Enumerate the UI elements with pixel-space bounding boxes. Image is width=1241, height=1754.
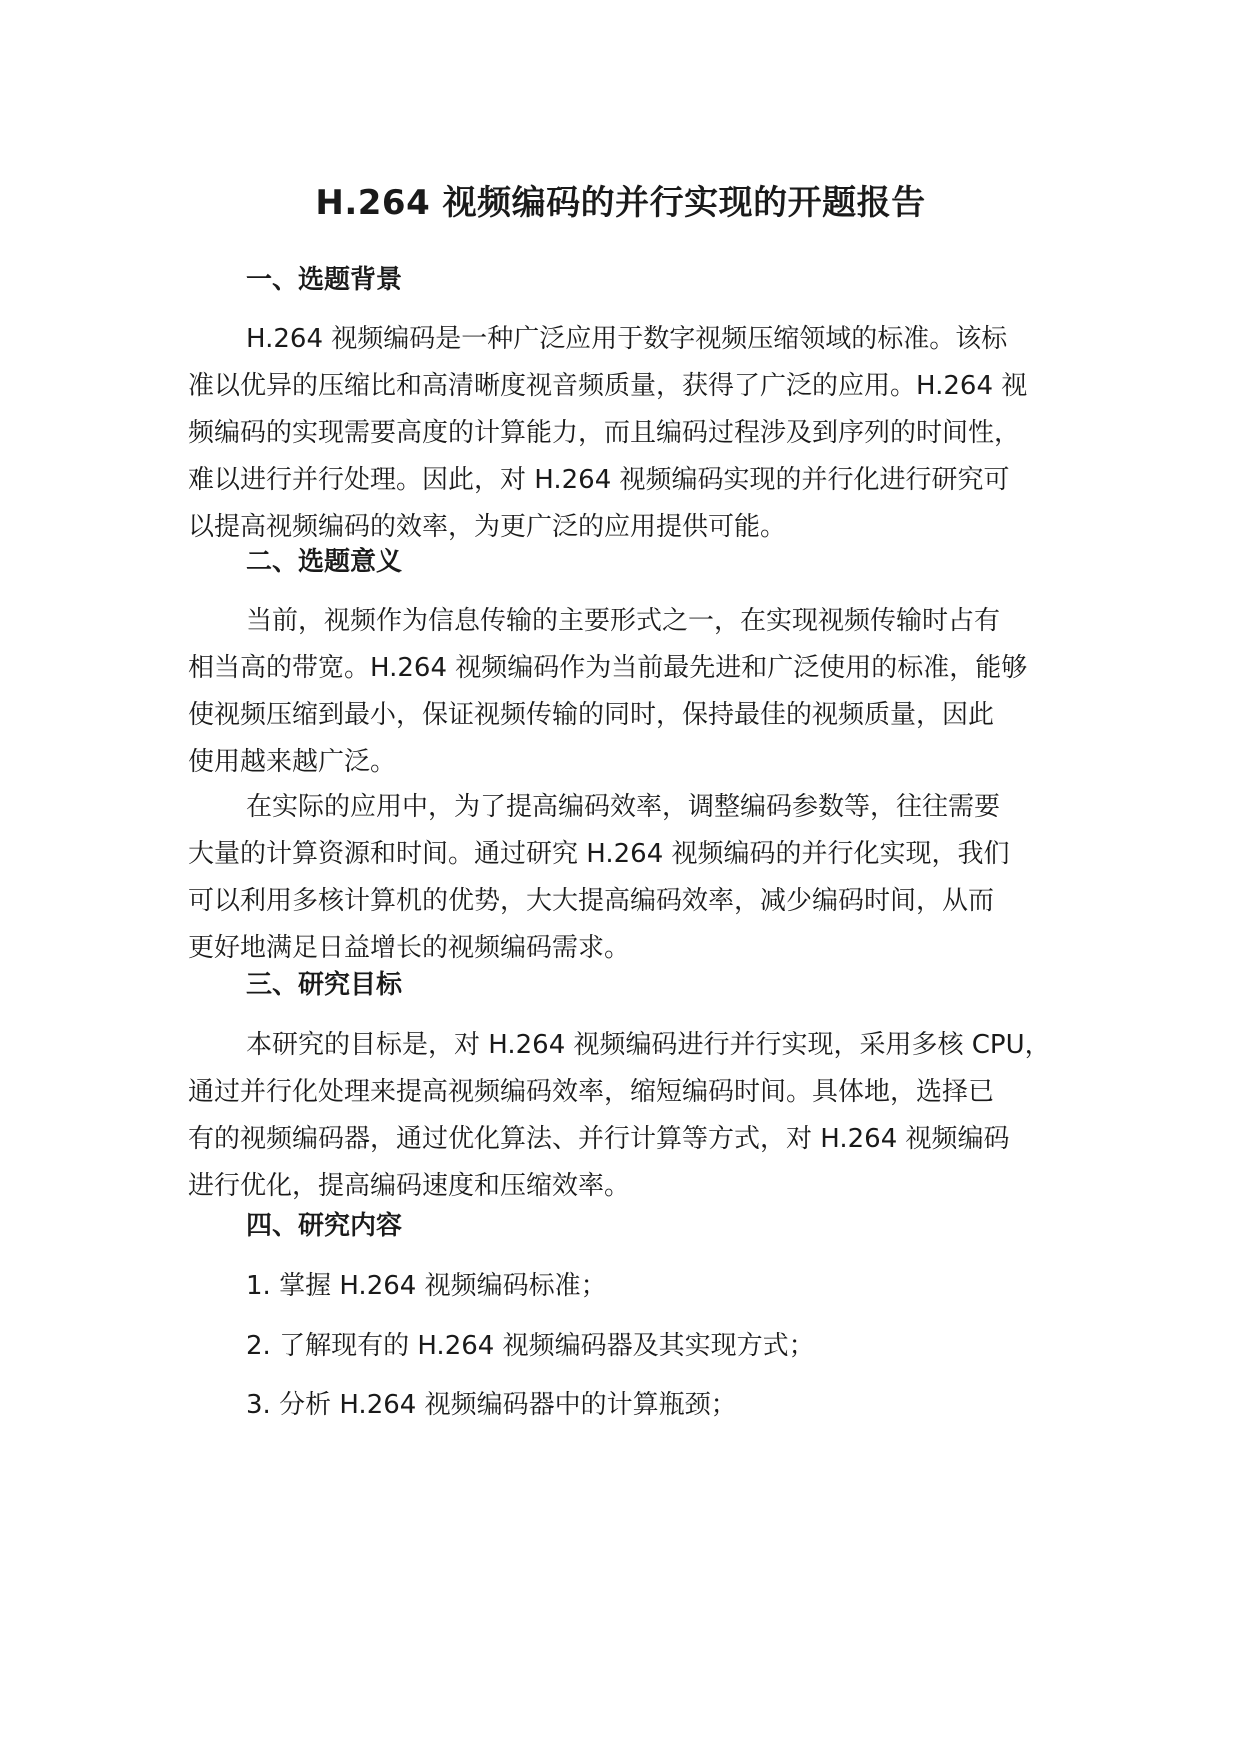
paragraph-background bbox=[188, 316, 1027, 551]
list-item: 1. 掌握 H.264 视频编码标准； bbox=[246, 1271, 607, 1301]
paragraph-line: 当前，视频作为信息传输的主要形式之一，在实现视频传输时占有 bbox=[246, 606, 1001, 636]
document-title: H.264 视频编码的并行实现的开题报告 bbox=[315, 183, 926, 223]
section-heading-objectives: 三、研究目标 bbox=[246, 970, 403, 1000]
paragraph-line: 以提高视频编码的效率，为更广泛的应用提供可能。 bbox=[188, 512, 787, 542]
paragraph-line: 大量的计算资源和时间。通过研究 H.264 视频编码的并行化实现，我们 bbox=[188, 839, 1010, 869]
paragraph-line: 使用越来越广泛。 bbox=[188, 747, 397, 777]
paragraph-objectives bbox=[188, 1022, 1051, 1210]
paragraph-line: 频编码的实现需要高度的计算能力，而且编码过程涉及到序列的时间性， bbox=[188, 418, 1021, 448]
paragraph-line: 在实际的应用中，为了提高编码效率，调整编码参数等，往往需要 bbox=[246, 792, 1001, 822]
section-heading-content: 四、研究内容 bbox=[246, 1211, 403, 1241]
paragraph-line: 相当高的带宽。H.264 视频编码作为当前最先进和广泛使用的标准，能够 bbox=[188, 653, 1028, 683]
paragraph-line: 准以优异的压缩比和高清晰度视音频质量，获得了广泛的应用。H.264 视 bbox=[188, 371, 1028, 401]
paragraph-line: 有的视频编码器，通过优化算法、并行计算等方式，对 H.264 视频编码 bbox=[188, 1124, 1010, 1154]
paragraph-line: H.264 视频编码是一种广泛应用于数字视频压缩领域的标准。该标 bbox=[246, 324, 1008, 354]
paragraph-line: 通过并行化处理来提高视频编码效率，缩短编码时间。具体地，选择已 bbox=[188, 1077, 995, 1107]
paragraph-line: 更好地满足日益增长的视频编码需求。 bbox=[188, 933, 631, 963]
list-item: 3. 分析 H.264 视频编码器中的计算瓶颈； bbox=[246, 1390, 737, 1420]
paragraph-line: 本研究的目标是，对 H.264 视频编码进行并行实现，采用多核 CPU， bbox=[246, 1030, 1051, 1060]
paragraph-line: 可以利用多核计算机的优势，大大提高编码效率，减少编码时间，从而 bbox=[188, 886, 995, 916]
list-item: 2. 了解现有的 H.264 视频编码器及其实现方式； bbox=[246, 1331, 815, 1361]
paragraph-line: 难以进行并行处理。因此，对 H.264 视频编码实现的并行化进行研究可 bbox=[188, 465, 1010, 495]
paragraph-line: 进行优化，提高编码速度和压缩效率。 bbox=[188, 1171, 631, 1201]
section-heading-significance: 二、选题意义 bbox=[246, 547, 403, 577]
paragraph-significance-1 bbox=[188, 598, 1027, 786]
paragraph-line: 使视频压缩到最小，保证视频传输的同时，保持最佳的视频质量，因此 bbox=[188, 700, 995, 730]
section-heading-background: 一、选题背景 bbox=[246, 265, 403, 295]
paragraph-significance-2 bbox=[188, 784, 1010, 972]
